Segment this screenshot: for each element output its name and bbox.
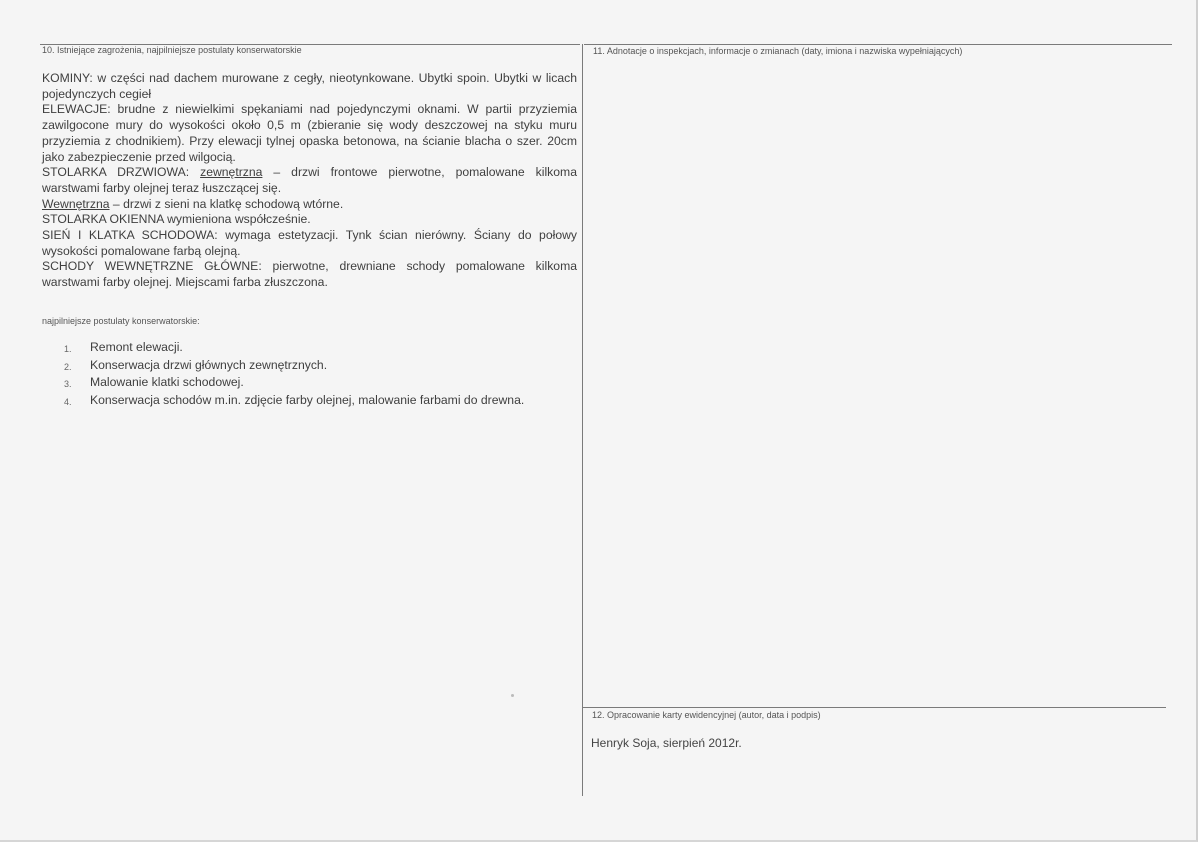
list-item-text: Konserwacja drzwi głównych zewnętrznych.	[90, 357, 328, 372]
list-item-number: 2.	[64, 361, 72, 372]
list-item	[64, 393, 577, 411]
list-item-number: 4.	[64, 397, 72, 408]
wewnetrzna-label: Wewnętrzna	[42, 196, 110, 211]
column-divider	[582, 44, 583, 796]
stolarka-okienna-label: STOLARKA OKIENNA	[42, 212, 164, 227]
stolarka-drzwiowa-label: STOLARKA DRZWIOWA:	[42, 165, 201, 180]
elewacje-label: ELEWACJE	[42, 102, 108, 117]
schody-text: : pierwotne, drewniane schody pomalowane kilkoma warstwami farby olejnej. Miejscami farba złuszczona.	[42, 259, 577, 290]
elewacje-text: : brudne z niewielkimi spękaniami nad pojedynczymi oknami. W partii przyziemia zawilgocone mury do wysokości około 0,5 m (zbieranie się wody deszczowej na styku muru przyziemia z chodnikiem). Przy elewacji tylnej opaska betonowa, na ścianie blacha o szer. 20cm jako zabezpieczenie przed wilgocią.	[42, 102, 577, 164]
wewnetrzna-paragraph	[42, 197, 577, 213]
zewnetrzna-label: zewnętrzna	[200, 165, 263, 180]
section10-title: 10. Istniejące zagrożenia, najpilniejsze postulaty konserwatorskie	[42, 45, 302, 55]
wewnetrzna-text: – drzwi z sieni na klatkę schodową wtórne.	[109, 196, 344, 211]
list-item-text: Remont elewacji.	[90, 340, 183, 354]
list-item-number: 1.	[64, 344, 72, 354]
list-item	[64, 340, 577, 358]
sien-paragraph	[42, 228, 577, 259]
schody-label: SCHODY WEWNĘTRZNE GŁÓWNE	[42, 259, 259, 274]
list-item-text: Konserwacja schodów m.in. zdjęcie farby olejnej, malowanie farbami do drewna.	[90, 393, 525, 408]
sien-label: SIEŃ I KLATKA SCHODOWA	[42, 228, 215, 243]
postulates-heading: najpilniejsze postulaty konserwatorskie:	[42, 316, 200, 326]
stolarka-okienna-paragraph	[42, 212, 577, 228]
kominy-text: : w części nad dachem murowane z cegły, nieotynkowane. Ubytki spoin. Ubytki w licach pojedynczych cegieł	[42, 71, 577, 101]
section12-title: 12. Opracowanie karty ewidencyjnej (autor, data i podpis)	[592, 710, 821, 720]
stolarka-drzwiowa-paragraph	[42, 165, 577, 196]
elewacje-paragraph	[42, 102, 577, 165]
top-rule-right	[584, 44, 1172, 45]
postulates-list	[64, 340, 577, 411]
section12-rule	[583, 707, 1166, 708]
schody-paragraph	[42, 259, 577, 290]
paper-speck	[511, 694, 514, 697]
zewnetrzna-text: – drzwi frontowe pierwotne, pomalowane kilkoma warstwami farby olejnej teraz łuszczącej się.	[42, 165, 577, 195]
author-signature: Henryk Soja, sierpień 2012r.	[591, 736, 742, 750]
stolarka-okienna-text: wymieniona współcześnie.	[163, 212, 311, 227]
section11-title: 11. Adnotacje o inspekcjach, informacje o zmianach (daty, imiona i nazwiska wypełniających)	[593, 46, 963, 56]
kominy-paragraph	[42, 71, 577, 102]
section10-body	[42, 71, 577, 291]
sien-text: : wymaga estetyzacji. Tynk ścian nierówny. Ściany do połowy wysokości pomalowane farbą olejną.	[42, 228, 577, 258]
kominy-label: KOMINY	[42, 71, 90, 85]
list-item	[64, 358, 577, 376]
list-item	[64, 375, 577, 393]
list-item-number: 3.	[64, 379, 72, 390]
list-item-text: Malowanie klatki schodowej.	[90, 375, 244, 390]
